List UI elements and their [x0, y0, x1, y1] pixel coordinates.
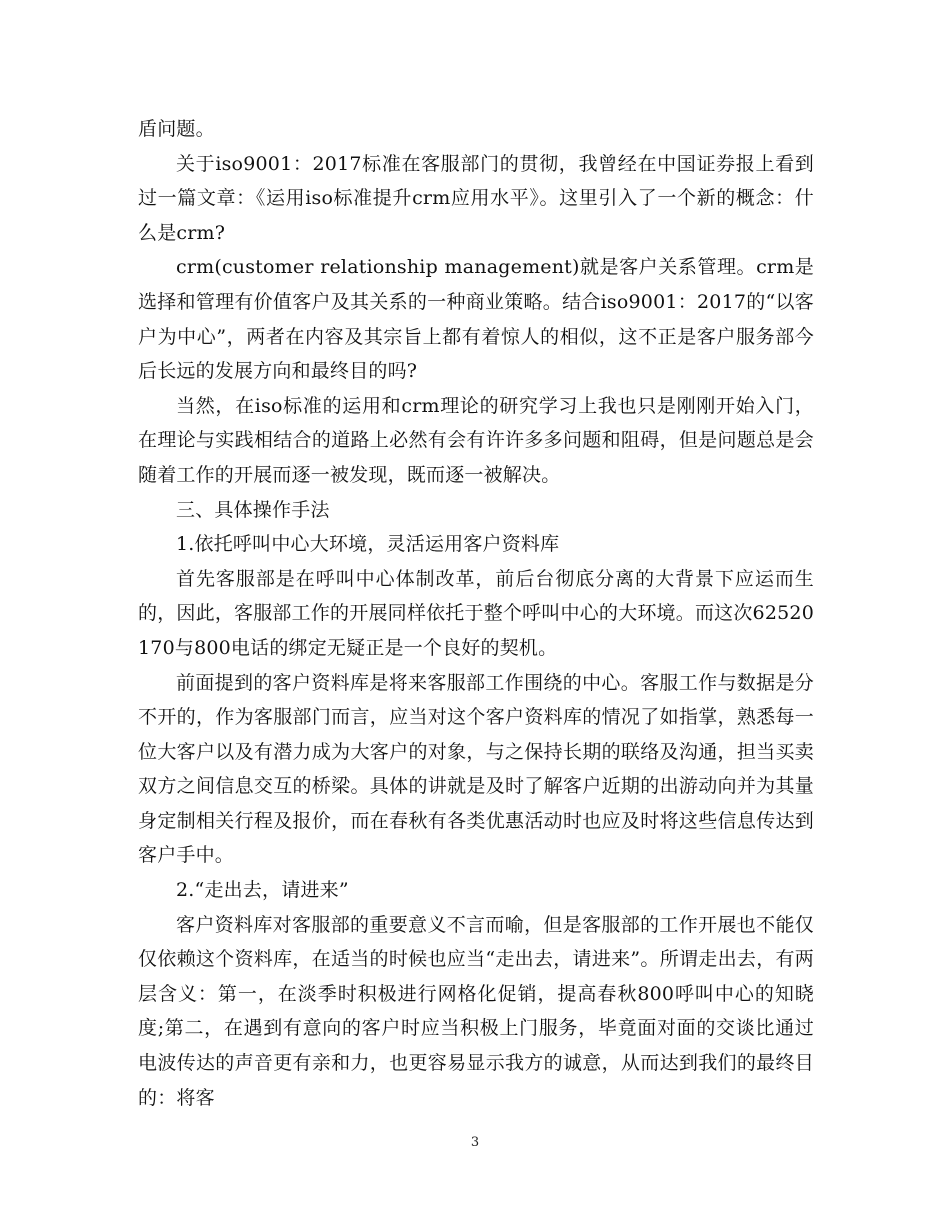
paragraph-5: 首先客服部是在呼叫中心体制改革，前后台彻底分离的大背景下应运而生的，因此，客服部工作的开展同样依托于整个呼叫中心的大环境。而这次62520170与800电话的绑定无疑正是一个良好的契机。: [138, 567, 814, 659]
paragraph-6: 前面提到的客户资料库是将来客服部工作围绕的中心。客服工作与数据是分不开的，作为客服部门而言，应当对这个客户资料库的情况了如指掌，熟悉每一位大客户以及有潜力成为大客户的对象，与之保持长期的联络及沟通，担当买卖双方之间信息交互的桥梁。具体的讲就是及时了解客户近期的出游动向并为其量身定制相关行程及报价，而在春秋有各类优惠活动时也应及时将这些信息传达到客户手中。: [138, 671, 814, 867]
section-heading-3: 三、具体操作手法: [176, 498, 330, 521]
paragraph-1: 盾问题。: [138, 118, 215, 140]
paragraph-4: 当然，在iso标准的运用和crm理论的研究学习上我也只是刚刚开始入门，在理论与实践相结合的道路上必然有会有许许多多问题和阻碍，但是问题总是会随着工作的开展而逐一被发现，既而逐一被解决。: [138, 394, 814, 486]
document-body: [138, 112, 814, 1115]
paragraph-2: 关于iso9001：2017标准在客服部门的贯彻，我曾经在中国证券报上看到过一篇文章：《运用iso标准提升crm应用水平》。这里引入了一个新的概念：什么是crm?: [138, 152, 814, 244]
page-number: 3: [470, 1135, 480, 1150]
subheading-1: 1.依托呼叫中心大环境，灵活运用客户资料库: [176, 533, 560, 556]
paragraph-7: 客户资料库对客服部的重要意义不言而喻，但是客服部的工作开展也不能仅仅依赖这个资料库，在适当的时候也应当“走出去，请进来”。所谓走出去，有两层含义：第一，在淡季时积极进行网格化促销，提高春秋800呼叫中心的知晓度;第二，在遇到有意向的客户时应当积极上门服务，毕竟面对面的交谈比通过电波传达的声音更有亲和力，也更容易显示我方的诚意，从而达到我们的最终目的：将客: [138, 913, 814, 1109]
subheading-2: 2.“走出去，请进来”: [176, 879, 349, 902]
paragraph-3: crm(customer relationship management)就是客户关系管理。crm是选择和管理有价值客户及其关系的一种商业策略。结合iso9001：2017的“以客户为中心”，两者在内容及其宗旨上都有着惊人的相似，这不正是客户服务部今后长远的发展方向和最终目的吗?: [138, 256, 814, 383]
